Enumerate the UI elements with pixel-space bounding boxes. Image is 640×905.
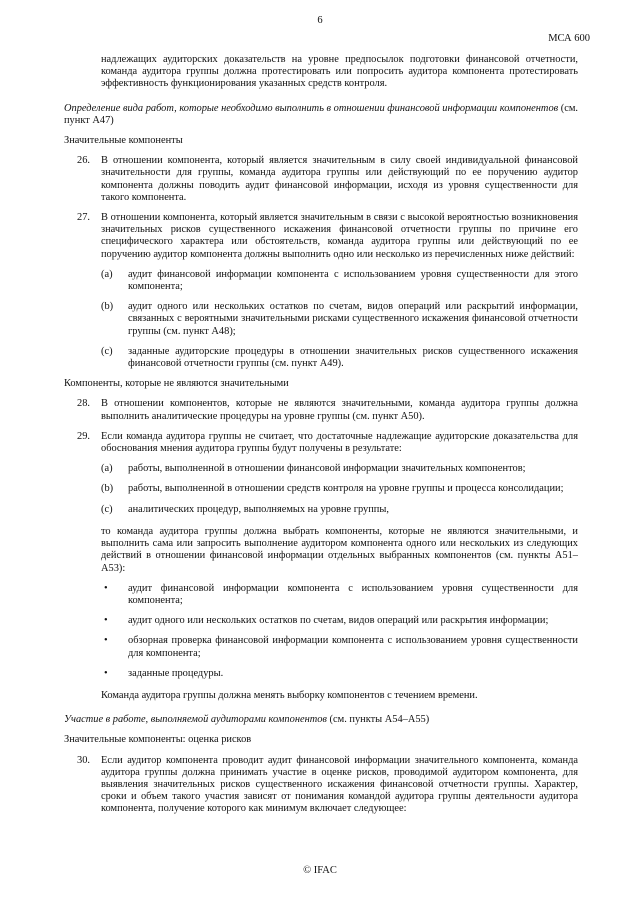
list-item-label: (a) <box>101 268 113 280</box>
list-item-label: (a) <box>101 463 113 475</box>
bullet-icon: • <box>104 635 108 647</box>
section-heading-ref: (см. пункты А54–А55) <box>326 714 430 726</box>
list-item <box>64 301 578 338</box>
paragraph-number: 29. <box>77 430 90 442</box>
list-item <box>64 269 578 293</box>
bullet-text: аудит одного или нескольких остатков по счетам, видов операций или раскрытия информации; <box>128 615 549 627</box>
paragraph-number: 26. <box>77 155 90 167</box>
list-item-text: аналитических процедур, выполняемых на уровне группы, <box>128 503 389 515</box>
list-item <box>64 504 578 516</box>
paragraph-text: Если аудитор компонента проводит аудит финансовой информации значительного компонента, команда аудитора группы должна принимать участие в оценке рисков, проводимой аудитором компонента, для выявления значительных рисков существенного искажения финансовой отчетности группы. Характер, сроки и объем такого участия зависят от понимания командой аудитора группы деятельности аудитора компонента, получение которого как минимум включает следующее: <box>101 754 578 815</box>
subheading-risk-assessment: Значительные компоненты: оценка рисков <box>64 734 252 746</box>
standard-code: МСА 600 <box>548 33 590 44</box>
list-item-text: работы, выполненной в отношении финансовой информации значительных компонентов; <box>128 463 526 475</box>
paragraph-27 <box>64 212 578 261</box>
list-item <box>64 483 578 495</box>
bullet-item <box>64 583 578 607</box>
bullet-item <box>64 615 578 627</box>
bullet-icon: • <box>104 582 108 594</box>
section-heading-text: Определение вида работ, которые необходимо выполнить в отношении финансовой информации компонентов <box>64 102 559 114</box>
list-item-text: аудит финансовой информации компонента с использованием уровня существенности для этого компонента; <box>128 268 578 293</box>
list-item-label: (b) <box>101 483 114 495</box>
bullet-text: заданные процедуры. <box>128 667 224 679</box>
bullet-icon: • <box>104 667 108 679</box>
section-heading-ref: (см. пункт А47) <box>64 102 578 126</box>
section-heading-work-type <box>64 103 578 127</box>
list-item <box>64 346 578 370</box>
copyright-footer: © IFAC <box>303 865 337 876</box>
subheading-non-significant-components: Компоненты, которые не являются значительными <box>64 378 289 390</box>
paragraph-number: 28. <box>77 398 90 410</box>
intro-continuation: надлежащих аудиторских доказательств на уровне предпосылок подготовки финансовой отчетности, команда аудитора группы должна протестировать или попросить аудитора компонента протестировать эффективность функционирования указанных средств контроля. <box>101 54 578 90</box>
paragraph-number: 30. <box>77 754 90 766</box>
list-item-label: (b) <box>101 301 114 313</box>
paragraph-continuation: то команда аудитора группы должна выбрать компоненты, которые не являются значительными, и выполнить сама или запросить выполнение аудитором компонента одного или нескольких из следующих действий в отношении финансовой информации отдельных выбранных компонентов (см. пункты А51–А53): <box>101 525 578 574</box>
paragraph-29 <box>64 431 578 455</box>
bullet-text: аудит финансовой информации компонента с использованием уровня существенности для компонента; <box>128 582 578 606</box>
paragraph-number: 27. <box>77 212 90 224</box>
list-item-text: аудит одного или нескольких остатков по счетам, видов операций или раскрытий информации, связанных с вероятными значительными рисками существенного искажения финансовой отчетности группы (см. пункт А48); <box>128 301 578 337</box>
paragraph-text: В отношении компонента, который является значительным в связи с высокой вероятностью возникновения значительных рисков существенного искажения финансовой отчетности группы по причине его специфического характера или обстоятельств, команда аудитора группы или действующий по ее поручению аудитор компонента должны выполнить одно или несколько из перечисленных ниже действий: <box>101 212 578 260</box>
bullet-item <box>64 635 578 659</box>
paragraph-text: В отношении компонента, который является значительным в силу своей индивидуальной финансовой значительности для группы, команда аудитора группы или действующий по ее поручению аудитор компонента должны поводить аудит финансовой информации, исходя из уровня существенности для такого компонента. <box>101 155 578 203</box>
list-item-label: (c) <box>101 503 113 515</box>
paragraph-28 <box>64 398 578 422</box>
page-number: 6 <box>317 15 323 26</box>
list-item-text: работы, выполненной в отношении средств контроля на уровне группы и процесса консолидации; <box>128 483 564 495</box>
list-item <box>64 463 578 475</box>
bullet-icon: • <box>104 615 108 627</box>
paragraph-text: В отношении компонентов, которые не являются значительными, команда аудитора группы должна выполнить аналитические процедуры на уровне группы (см. пункт А50). <box>101 398 578 422</box>
section-heading-participation <box>64 714 578 726</box>
paragraph-30 <box>64 755 578 816</box>
list-item-label: (c) <box>101 345 113 357</box>
section-heading-text: Участие в работе, выполняемой аудиторами компонентов <box>64 714 327 726</box>
paragraph-text: Если команда аудитора группы не считает, что достаточные надлежащие аудиторские доказательства для обоснования мнения аудитора группы будут получены в результате: <box>101 430 578 455</box>
bullet-text: обзорная проверка финансовой информации компонента с использованием уровня существенности для компонента; <box>128 635 578 659</box>
paragraph-26 <box>64 155 578 204</box>
subheading-significant-components: Значительные компоненты <box>64 135 183 147</box>
bullet-item <box>64 668 578 680</box>
page-body <box>64 54 578 816</box>
list-item-text: заданные аудиторские процедуры в отношении значительных рисков существенного искажения финансовой отчетности группы (см. пункт А49). <box>128 345 578 370</box>
paragraph-closing: Команда аудитора группы должна менять выборку компонентов с течением времени. <box>101 689 478 701</box>
